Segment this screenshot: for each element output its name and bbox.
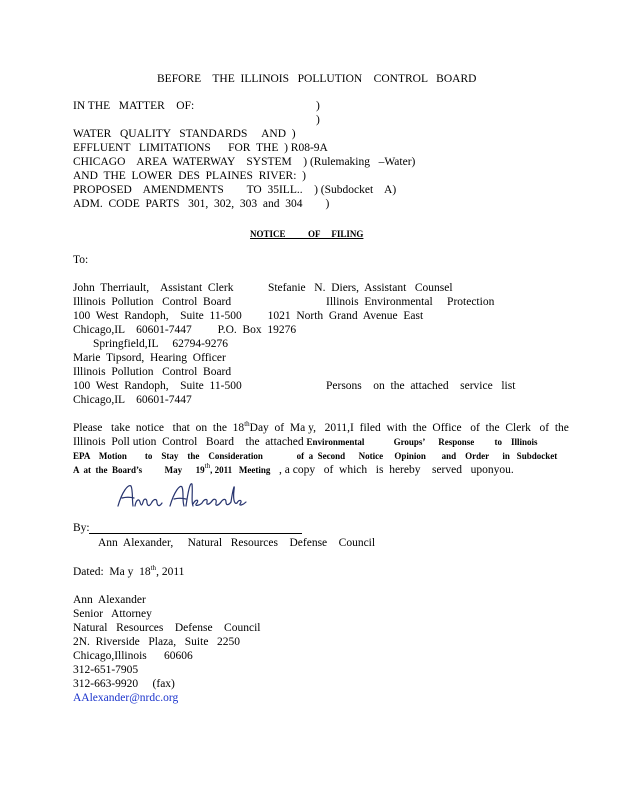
page-title: BEFORE THE ILLINOIS POLLUTION CONTROL BOARD: [157, 73, 477, 85]
service-line: Chicago,IL 60601-7447 P.O. Box 19276: [73, 324, 297, 336]
service-line: Marie Tipsord, Hearing Officer: [73, 352, 226, 364]
body-line: EPA Motion to Stay the Consideration of a Second Notice Opinion and Order in Subdocket: [73, 451, 558, 461]
contact-org: Natural Resources Defense Council: [73, 622, 261, 634]
notice-title: NOTICE OF FILING: [250, 229, 364, 239]
service-line: Illinois Pollution Control Board: [73, 296, 232, 308]
contact-fax: 312-663-9920 (fax): [73, 678, 175, 690]
signature-image: [112, 478, 252, 518]
contact-phone: 312-651-7905: [73, 664, 139, 676]
caption-paren: ): [316, 100, 320, 112]
signature-line: [89, 533, 302, 534]
contact-address: 2N. Riverside Plaza, Suite 2250: [73, 636, 241, 648]
caption-line: PROPOSED AMENDMENTS TO 35ILL.. ) (Subdocket A): [73, 184, 397, 196]
caption-line: IN THE MATTER OF:: [73, 100, 195, 112]
by-label: By:: [73, 522, 90, 534]
body-line: Please take notice that on the 18thDay of Ma y, 2011,I filed with the Office of the Clerk of the: [73, 420, 569, 434]
caption-line: WATER QUALITY STANDARDS AND ): [73, 128, 296, 140]
service-line: John Therriault, Assistant Clerk Stefanie N. Diers, Assistant Counsel: [73, 282, 453, 294]
to-label: To:: [73, 254, 89, 266]
caption-line: CHICAGO AREA WATERWAY SYSTEM ) (Rulemaking –Water): [73, 156, 416, 168]
service-line: Chicago,IL 60601-7447: [73, 394, 192, 406]
caption-line: AND THE LOWER DES PLAINES RIVER: ): [73, 170, 306, 182]
contact-address: Chicago,Illinois 60606: [73, 650, 193, 662]
service-line: Persons on the attached service list: [326, 380, 516, 392]
caption-line: EFFLUENT LIMITATIONS FOR THE ) R08-9A: [73, 142, 328, 154]
body-line: A at the Board’s May 19th, 2011 Meeting , a copy of which is hereby served uponyou.: [73, 462, 514, 476]
contact-email-link[interactable]: AAlexander@nrdc.org: [73, 692, 179, 704]
by-name: Ann Alexander, Natural Resources Defense Council: [98, 537, 376, 549]
body-line: Illinois Poll ution Control Board the attached Environmental Groups’ Response to Illinois: [73, 436, 538, 448]
caption-line: ADM. CODE PARTS 301, 302, 303 and 304 ): [73, 198, 330, 210]
service-line: 100 West Randoph, Suite 11-500 1021 North Grand Avenue East: [73, 310, 424, 322]
dated-line: Dated: Ma y 18th, 2011: [73, 564, 185, 578]
contact-title: Senior Attorney: [73, 608, 152, 620]
service-line: Illinois Pollution Control Board: [73, 366, 232, 378]
service-line: 100 West Randoph, Suite 11-500: [73, 380, 242, 392]
caption-paren: ): [316, 114, 320, 126]
contact-name: Ann Alexander: [73, 594, 146, 606]
service-line: Springfield,IL 62794-9276: [93, 338, 229, 350]
service-line: Illinois Environmental Protection: [326, 296, 495, 308]
